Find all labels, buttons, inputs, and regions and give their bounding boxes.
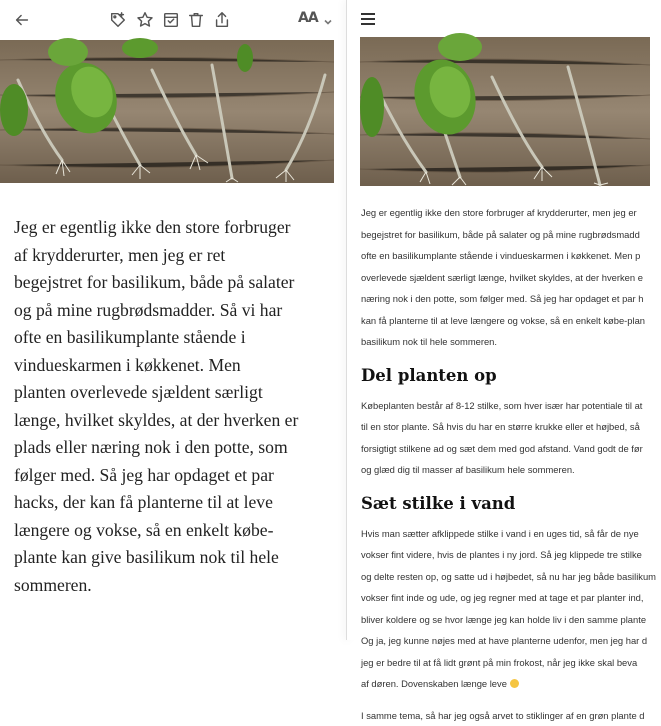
section-heading: Del planten op <box>361 366 661 386</box>
trash-icon[interactable] <box>185 9 207 31</box>
body-line: vindueskarmen i køkkenet. Men <box>14 352 330 380</box>
hamburger-icon[interactable] <box>361 12 377 26</box>
body-line: jeg er bedre til at få lidt grønt på min frokost, når jeg ikke skal beva <box>361 652 661 674</box>
back-arrow-icon[interactable] <box>11 9 33 31</box>
body-line: Købeplanten består af 8-12 stilke, som hver især har potentiale til at <box>361 395 661 417</box>
body-line: og på mine rugbrødsmadder. Så vi har <box>14 297 330 325</box>
body-line: begejstret for basilikum, både på salater <box>14 269 330 297</box>
body-line: af krydderurter, men jeg er ret <box>14 242 330 270</box>
body-line: begejstret for basilikum, både på salater og på mine rugbrødsmadd <box>361 224 661 246</box>
reader-toolbar <box>0 0 346 40</box>
body-line: kan få planterne til at leve længere og vokse, så en enkelt købe-plan <box>361 310 661 332</box>
article-body <box>14 214 330 599</box>
text-size-label: AA <box>298 10 318 26</box>
body-line: længere og vokse, så en enkelt købe- <box>14 517 330 545</box>
body-line: overlevede sjældent særligt længe, hvilket skyldes, at der hverken e <box>361 267 661 289</box>
body-line: basilikum nok til hele sommeren. <box>361 331 661 353</box>
body-line: vokser fint inde og ude, og jeg regner med at tage et par planter ind, <box>361 587 661 609</box>
body-line: sommeren. <box>14 572 330 600</box>
body-line: følger med. Så jeg har opdaget et par <box>14 462 330 490</box>
body-line-text: af døren. Dovenskaben længe leve <box>361 678 507 689</box>
body-line: Hvis man sætter afklippede stilke i vand i en uges tid, så får de nye <box>361 523 661 545</box>
share-icon[interactable] <box>211 9 233 31</box>
body-line: til en stor plante. Så hvis du har en større krukke eller et højbed, så <box>361 416 661 438</box>
webpage-pane <box>347 0 640 640</box>
body-line: næring nok i den potte, som følger med. Så jeg har opdaget et par h <box>361 288 661 310</box>
body-line: vokser fint videre, hvis de plantes i ny jord. Så jeg klippede tre stilke <box>361 544 661 566</box>
section-heading: Sæt stilke i vand <box>361 494 661 514</box>
body-line: og glæd dig til masser af basilikum hele sommeren. <box>361 459 661 481</box>
body-line: Jeg er egentlig ikke den store forbruger <box>14 214 330 242</box>
body-line-with-emoji <box>361 673 661 695</box>
body-line: længe, hvilket skyldes, at der hverken er <box>14 407 330 435</box>
article-hero-image <box>0 40 334 183</box>
tag-heart-icon[interactable] <box>107 9 129 31</box>
body-line: hacks, der kan få planterne til at leve <box>14 489 330 517</box>
star-icon[interactable] <box>134 9 156 31</box>
body-line: I samme tema, så har jeg også arvet to stiklinger af en grøn plante d <box>361 705 661 726</box>
webpage-hero-image <box>360 37 650 186</box>
body-line: plads eller næring nok i den potte, som <box>14 434 330 462</box>
body-line: Og ja, jeg kunne nøjes med at have planterne udenfor, men jeg har d <box>361 630 661 652</box>
body-line: Jeg er egentlig ikke den store forbruger af krydderurter, men jeg er <box>361 202 661 224</box>
body-line: forsigtigt stilkene ad og sæt dem med god afstand. Vand godt de før <box>361 438 661 460</box>
reader-pane <box>0 0 346 640</box>
chevron-down-icon[interactable] <box>323 12 337 26</box>
body-line: plante kan give basilikum nok til hele <box>14 544 330 572</box>
body-line: ofte en basilikumplante stående i vindueskarmen i køkkenet. Men p <box>361 245 661 267</box>
body-line: bliver koldere og se hvor længe jeg kan holde liv i den samme plante <box>361 609 661 631</box>
body-line: og delte resten op, og satte ud i højbedet, så nu har jeg både basilikum <box>361 566 661 588</box>
smiley-icon <box>510 679 519 688</box>
body-line: planten overlevede sjældent særligt <box>14 379 330 407</box>
text-size-icon[interactable] <box>298 10 318 26</box>
webpage-article <box>361 202 661 726</box>
archive-icon[interactable] <box>160 9 182 31</box>
body-line: ofte en basilikumplante stående i <box>14 324 330 352</box>
